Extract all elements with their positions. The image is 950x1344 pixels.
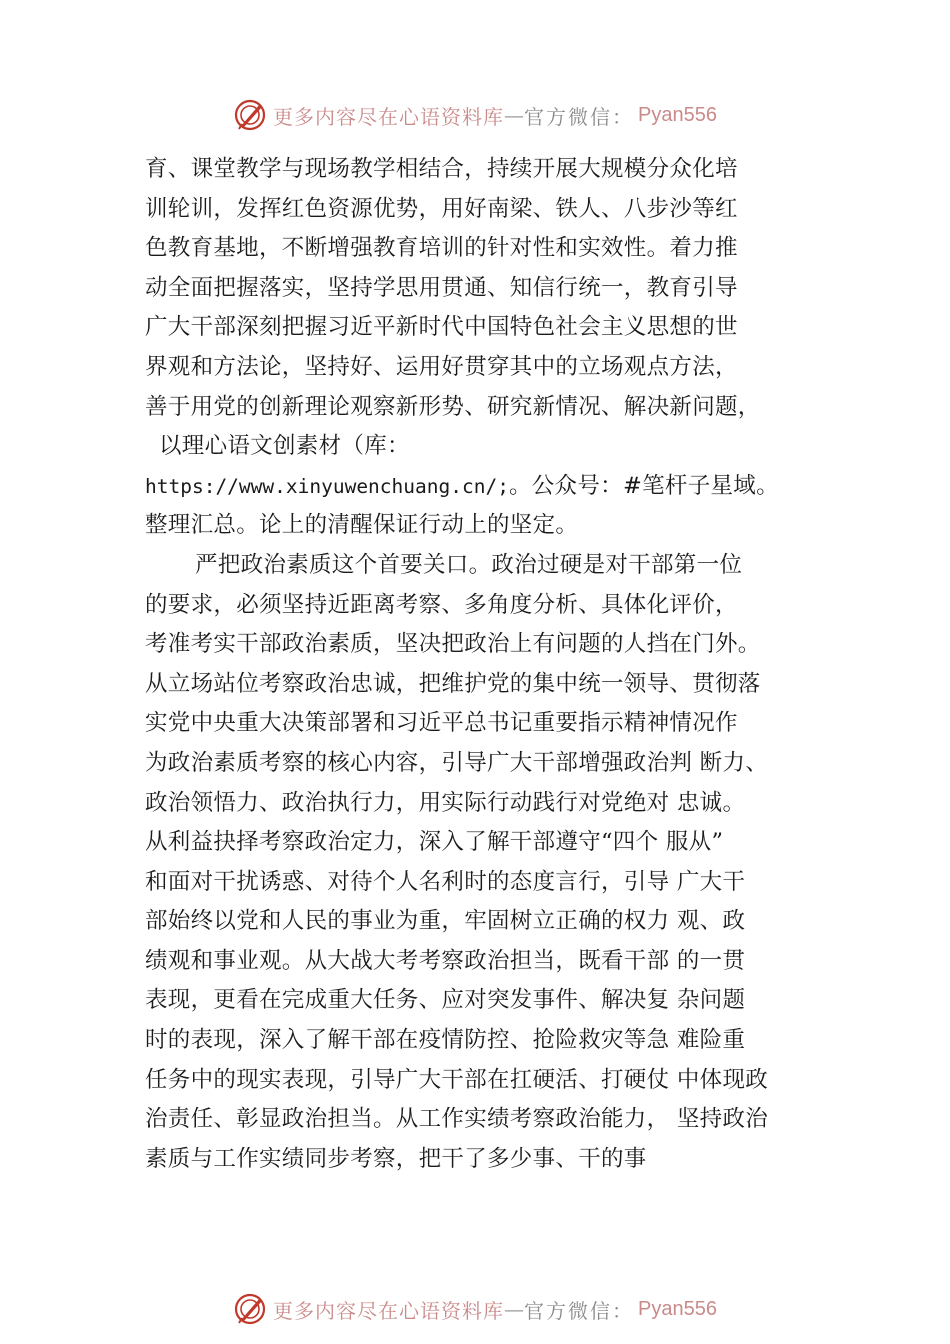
body-line: 的要求，必须坚持近距离考察、多角度分析、具体化评价，	[145, 591, 738, 618]
body-line-url	[145, 467, 845, 507]
body-line: 任务中的现实表现，引导广大干部在扛硬活、打硬仗 中体现政	[145, 1066, 769, 1093]
body-line: 部始终以党和人民的事业为重，牢固树立正确的权力 观、政	[145, 908, 746, 935]
footer-dash: —	[504, 1297, 525, 1321]
header-wechat-label: 官方微信：	[524, 104, 635, 129]
body-line: 界观和方法论，坚持好、运用好贯穿其中的立场观点方法，	[145, 353, 738, 380]
body-line: 从利益抉择考察政治定力，深入了解干部遵守“四个 服从”	[145, 829, 724, 856]
body-line: 以理心语文创素材（库：	[159, 433, 410, 460]
header-banner	[0, 95, 950, 135]
body-line: 绩观和事业观。从大战大考考察政治担当，既看干部 的一贯	[145, 947, 746, 974]
document-body	[145, 150, 845, 1179]
body-line: 素质与工作实绩同步考察，把干了多少事、干的事	[145, 1145, 647, 1172]
body-line: 考准考实干部政治素质，坚决把政治上有问题的人挡在门外。	[145, 631, 761, 658]
body-line: 治责任、彰显政治担当。从工作实绩考察政治能力， 坚持政治	[145, 1106, 769, 1133]
footer-brand: 更多内容尽在心语资料库	[273, 1298, 505, 1323]
body-line: 色教育基地，不断增强教育培训的针对性和实效性。着力推	[145, 235, 738, 262]
body-line: 训轮训，发挥红色资源优势，用好南梁、铁人、八步沙等红	[145, 195, 738, 222]
body-line: 政治领悟力、政治执行力，用实际行动践行对党绝对 忠诚。	[145, 789, 746, 816]
body-line: 实党中央重大决策部署和习近平总书记重要指示精神情况作	[145, 710, 738, 737]
footer-banner	[0, 1289, 950, 1329]
body-line: 从立场站位考察政治忠诚，把维护党的集中统一领导、贯彻落	[145, 670, 761, 697]
footer-wechat-handle: Pyan556	[638, 1297, 717, 1320]
body-line: 动全面把握落实，坚持学思用贯通、知信行统一，教育引导	[145, 274, 738, 301]
source-url-link[interactable]: https://www.xinyuwenchuang.cn/;	[145, 474, 509, 498]
body-line: 广大干部深刻把握习近平新时代中国特色社会主义思想的世	[145, 314, 738, 341]
quill-logo-icon	[233, 98, 267, 132]
body-line: 为政治素质考察的核心内容，引导广大干部增强政治判 断力、	[145, 749, 769, 776]
body-line: 表现，更看在完成重大任务、应对突发事件、解决复 杂问题	[145, 987, 746, 1014]
body-line: 育、课堂教学与现场教学相结合，持续开展大规模分众化培	[145, 156, 738, 182]
body-line: 和面对干扰诱惑、对待个人名利时的态度言行，引导 广大干	[145, 868, 746, 895]
header-dash: —	[504, 103, 525, 127]
header-wechat-handle: Pyan556	[638, 103, 717, 126]
body-line: 时的表现，深入了解干部在疫情防控、抢险救灾等急 难险重	[145, 1027, 746, 1054]
footer-wechat-label: 官方微信：	[524, 1298, 635, 1323]
body-line: 善于用党的创新理论观察新形势、研究新情况、解决新问题，	[145, 393, 761, 420]
header-brand: 更多内容尽在心语资料库	[273, 104, 505, 129]
paragraph-start: 严把政治素质这个首要关口。政治过硬是对干部第一位	[195, 551, 743, 578]
body-line: 整理汇总。论上的清醒保证行动上的坚定。	[145, 512, 579, 539]
quill-logo-icon	[233, 1292, 267, 1326]
wechat-account-text: 。公众号：#笔杆子星域。	[508, 472, 779, 499]
